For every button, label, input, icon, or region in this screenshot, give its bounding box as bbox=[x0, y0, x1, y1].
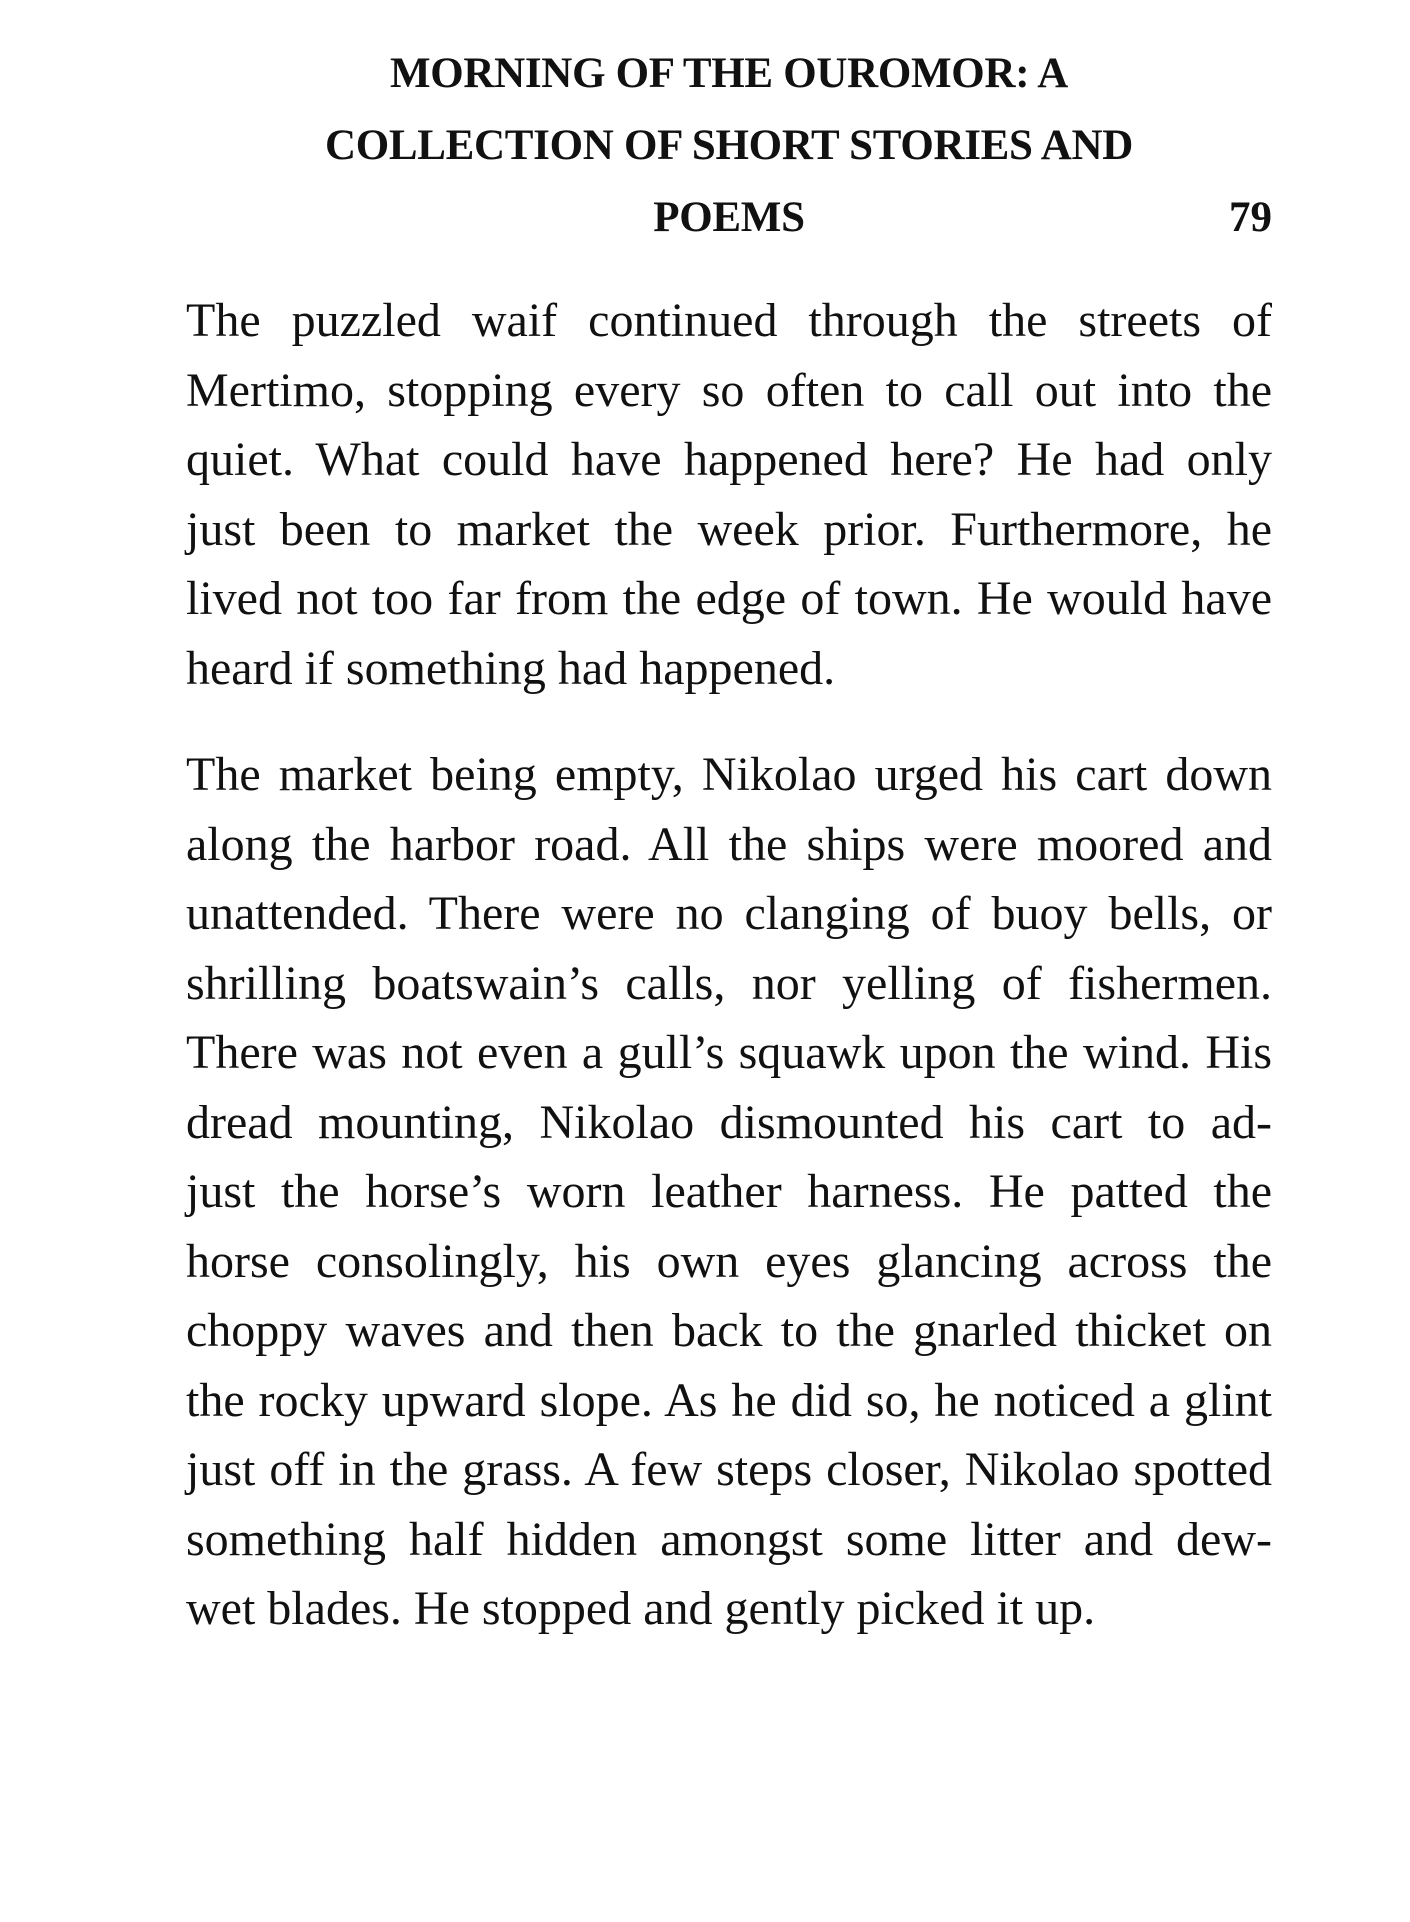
book-title bbox=[186, 38, 1272, 254]
text-line: wet blades. He stopped and gently picked it up. bbox=[186, 1582, 1096, 1635]
text-line: just off in the grass. A few steps closer, Nikolao spotted bbox=[186, 1443, 1272, 1496]
text-line: just been to market the week prior. Furthermore, he bbox=[186, 502, 1272, 556]
text-line: lived not too far from the edge of town. He would have bbox=[186, 572, 1272, 625]
text-line: Mertimo, stopping every so often to call out into the bbox=[186, 363, 1272, 417]
book-title-line: POEMS bbox=[653, 194, 805, 241]
book-title-line: MORNING OF THE OUROMOR: A bbox=[389, 50, 1069, 97]
text-line: along the harbor road. All the ships were moored and bbox=[186, 817, 1272, 871]
paragraph-2 bbox=[186, 740, 1272, 1644]
running-header bbox=[186, 38, 1272, 241]
text-line: the rocky upward slope. As he did so, he noticed a glint bbox=[186, 1373, 1272, 1427]
text-line: dread mounting, Nikolao dismounted his cart to ad- bbox=[186, 1095, 1272, 1149]
page-number: 79 bbox=[1229, 194, 1272, 241]
paragraph-1 bbox=[186, 286, 1272, 703]
text-line: choppy waves and then back to the gnarled thicket on bbox=[186, 1304, 1272, 1357]
book-title-line: COLLECTION OF SHORT STORIES AND bbox=[324, 122, 1133, 169]
text-line: There was not even a gull’s squawk upon the wind. His bbox=[186, 1026, 1272, 1079]
text-line: shrilling boatswain’s calls, nor yelling of fishermen. bbox=[186, 956, 1272, 1010]
body-text bbox=[186, 286, 1272, 1681]
text-line: quiet. What could have happened here? He had only bbox=[186, 433, 1272, 486]
text-line: something half hidden amongst some litter and dew- bbox=[186, 1512, 1272, 1566]
text-line: heard if something had happened. bbox=[186, 641, 836, 695]
text-line: unattended. There were no clanging of buoy bells, or bbox=[186, 887, 1272, 940]
text-line: just the horse’s worn leather harness. He patted the bbox=[186, 1165, 1272, 1218]
text-line: The market being empty, Nikolao urged his cart down bbox=[186, 748, 1272, 801]
text-line: horse consolingly, his own eyes glancing across the bbox=[186, 1234, 1272, 1288]
text-line: The puzzled waif continued through the streets of bbox=[186, 294, 1272, 347]
